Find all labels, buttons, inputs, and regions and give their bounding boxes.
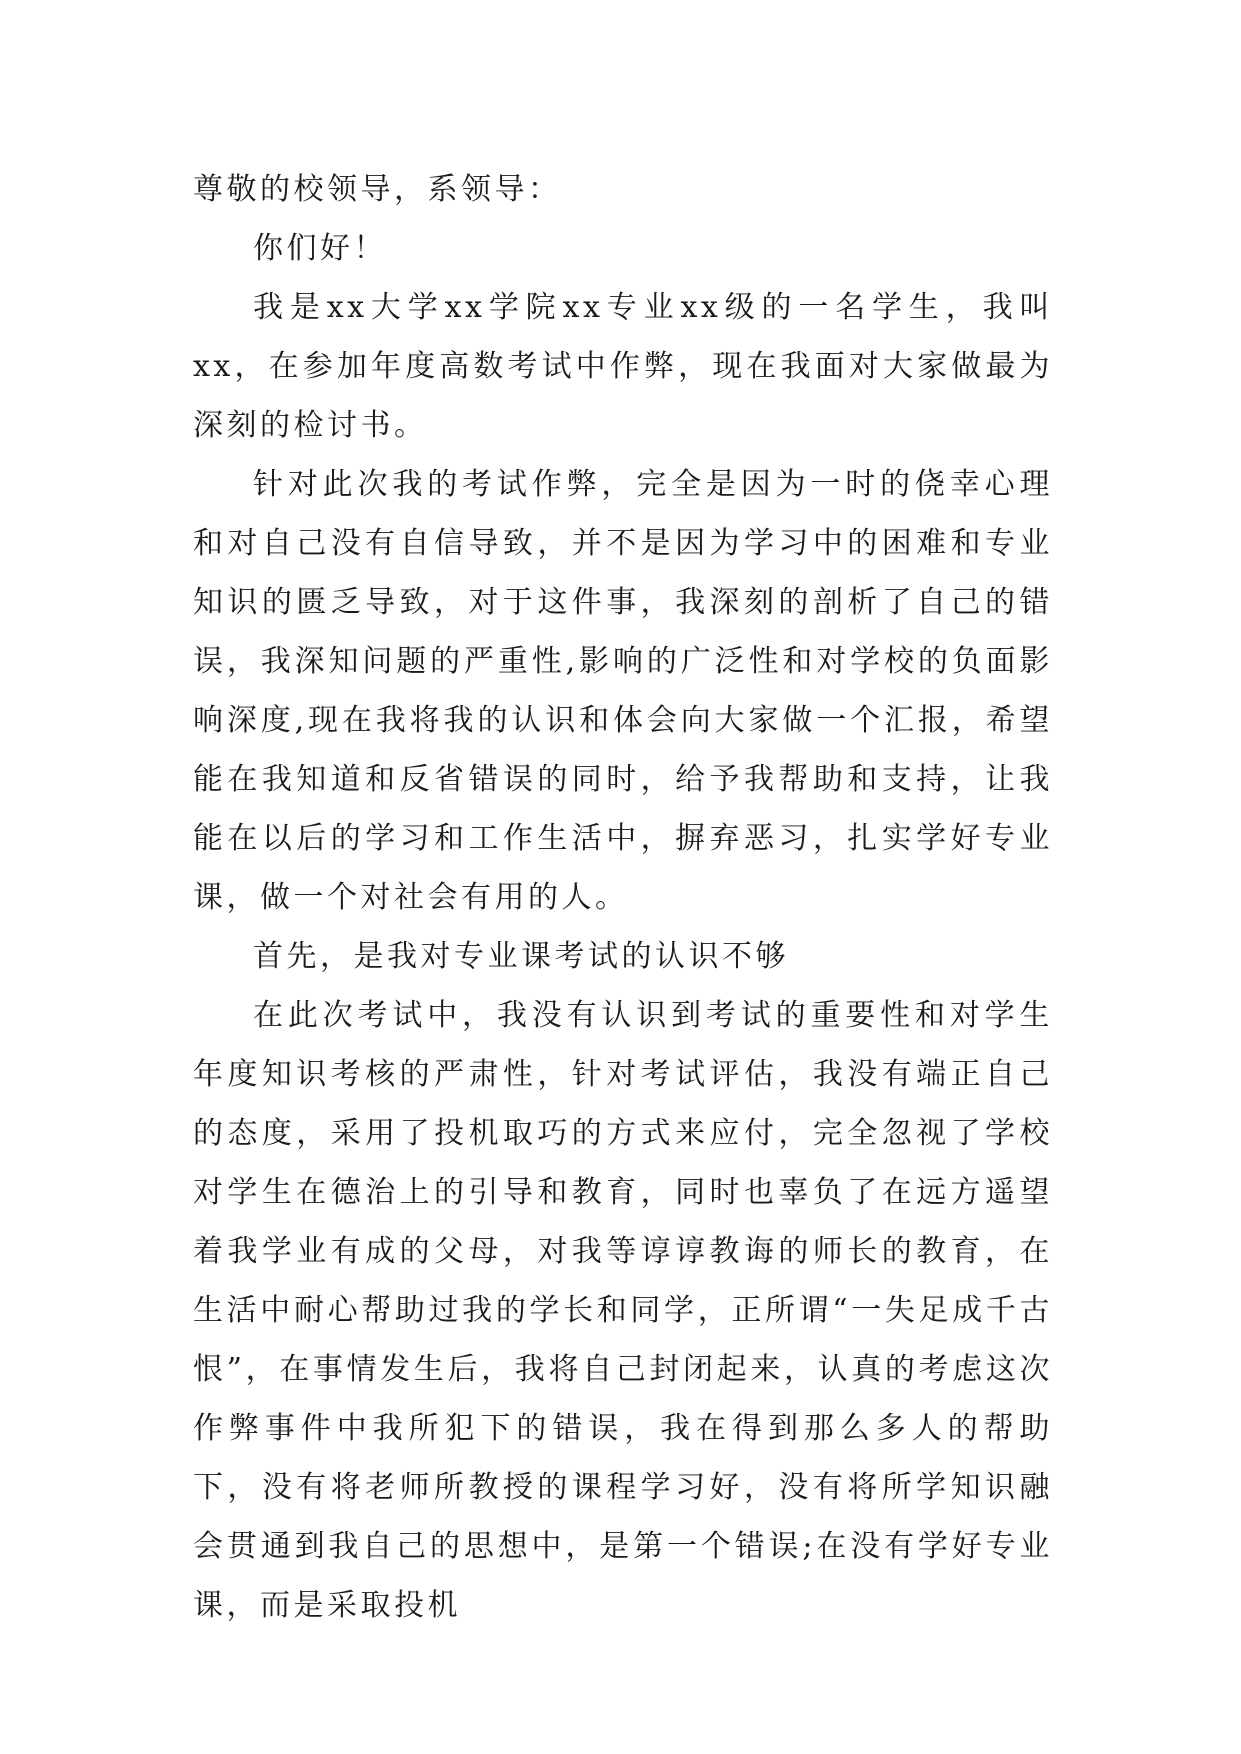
salutation: 尊敬的校领导，系领导： — [193, 172, 562, 207]
paragraph-greeting: 你们好！ — [253, 231, 387, 266]
paragraph-introduction: 我是xx大学xx学院xx专业xx级的一名学生，我叫xx，在参加年度高数考试中作弊，现在我面对大家做最为深刻的检讨书。 — [193, 290, 1053, 443]
paragraph-reason: 针对此次我的考试作弊，完全是因为一时的侥幸心理和对自己没有自信导致，并不是因为学习中的困难和专业知识的匮乏导致，对于这件事，我深刻的剖析了自己的错误，我深知问题的严重性,影响的广泛性和对学校的负面影响深度,现在我将我的认识和体会向大家做一个汇报，希望能在我知道和反省错误的同时，给予我帮助和支持，让我能在以后的学习和工作生活中，摒弃恶习，扎实学好专业课，做一个对社会有用的人。 — [193, 467, 1053, 915]
paragraph-first-point-body: 在此次考试中，我没有认识到考试的重要性和对学生年度知识考核的严肃性，针对考试评估，我没有端正自己的态度，采用了投机取巧的方式来应付，完全忽视了学校对学生在德治上的引导和教育，同时也辜负了在远方遥望着我学业有成的父母，对我等谆谆教诲的师长的教育，在生活中耐心帮助过我的学长和同学，正所谓“一失足成千古恨”，在事情发生后，我将自己封闭起来，认真的考虑这次作弊事件中我所犯下的错误，我在得到那么多人的帮助下，没有将老师所教授的课程学习好，没有将所学知识融会贯通到我自己的思想中，是第一个错误;在没有学好专业课，而是采取投机 — [193, 998, 1053, 1623]
letter-body — [193, 160, 1053, 1635]
paragraph-first-point-heading: 首先，是我对专业课考试的认识不够 — [253, 939, 789, 974]
